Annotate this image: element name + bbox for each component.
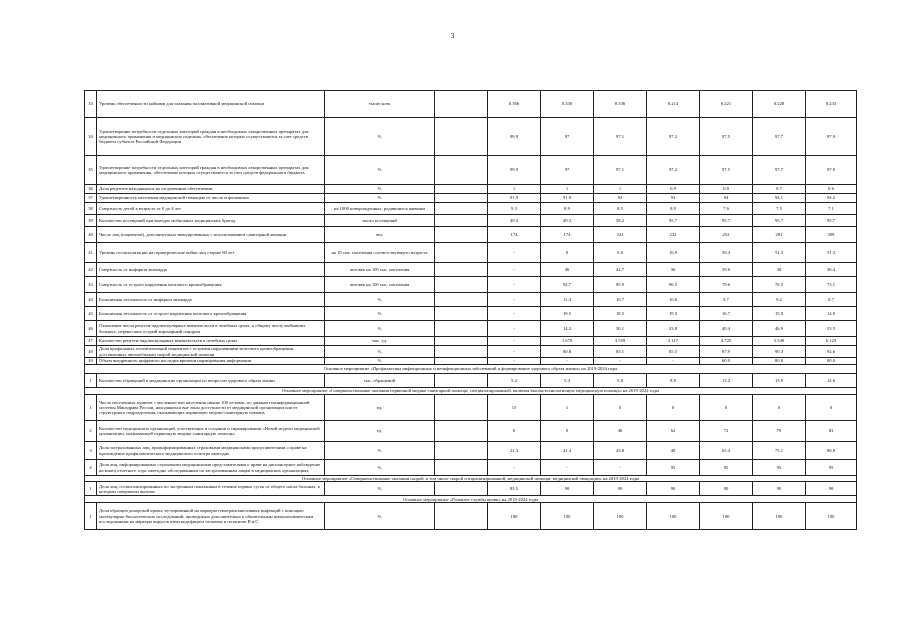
table-row bbox=[85, 337, 857, 346]
value-cell: 11.4 bbox=[541, 293, 594, 307]
value-cell: 90.3 bbox=[753, 346, 806, 358]
row-number: 1 bbox=[85, 374, 97, 388]
value-cell: 0.233 bbox=[806, 91, 857, 118]
value-cell: 95.7 bbox=[753, 215, 806, 227]
value-cell: 90 bbox=[753, 482, 806, 496]
row-number: 43 bbox=[85, 277, 97, 293]
value-cell: 49.3 bbox=[488, 215, 541, 227]
indicator-name: Отношение числа рентген-эндоваскулярных вмешательств в лечебных целях, к общему числу выбывших больных, перенесших острый коронарный синдром bbox=[97, 321, 325, 337]
value-cell: 38 bbox=[753, 263, 806, 277]
value-cell: 8.8 bbox=[647, 374, 700, 388]
unit: % bbox=[325, 346, 435, 358]
value-cell: - bbox=[488, 321, 541, 337]
value-cell: 95 bbox=[753, 460, 806, 476]
unit: чел. bbox=[325, 227, 435, 243]
value-cell: 65.4 bbox=[700, 442, 753, 460]
value-cell: 49.3 bbox=[541, 215, 594, 227]
row-number: 33 bbox=[85, 91, 97, 118]
spacer-cell bbox=[435, 293, 488, 307]
value-cell: 36 bbox=[647, 263, 700, 277]
spacer-cell bbox=[435, 185, 488, 194]
value-cell: 33.8 bbox=[647, 321, 700, 337]
value-cell: 83 bbox=[806, 421, 857, 442]
value-cell: 4.725 bbox=[700, 337, 753, 346]
value-cell: 232 bbox=[647, 227, 700, 243]
indicator-name: Количество обращений в медицинские организации по вопросам здорового образа жизни bbox=[97, 374, 325, 388]
value-cell: 87.9 bbox=[700, 346, 753, 358]
value-cell: 90 bbox=[594, 482, 647, 496]
value-cell: 22.3 bbox=[488, 442, 541, 460]
value-cell: 93 bbox=[647, 194, 700, 203]
spacer-cell bbox=[435, 307, 488, 321]
table-row bbox=[85, 421, 857, 442]
value-cell: - bbox=[488, 346, 541, 358]
value-cell: - bbox=[488, 358, 541, 365]
unit: % bbox=[325, 321, 435, 337]
value-cell: 99.9 bbox=[488, 118, 541, 156]
indicator-name: Удовлетворение потребности отдельных категорий граждан в необходимых лекарственных препаратах для медицинского применения, обеспечение которых осуществляется за счет средств федерального бюджета bbox=[97, 156, 325, 185]
value-cell: 14.9 bbox=[806, 307, 857, 321]
value-cell: 91.9 bbox=[488, 194, 541, 203]
table-row bbox=[85, 263, 857, 277]
table-row bbox=[85, 503, 857, 530]
value-cell: 97.5 bbox=[700, 156, 753, 185]
value-cell: - bbox=[488, 460, 541, 476]
value-cell: 5.549 bbox=[753, 337, 806, 346]
row-number: 42 bbox=[85, 263, 97, 277]
row-number: 35 bbox=[85, 156, 97, 185]
unit: ед. bbox=[325, 421, 435, 442]
unit: % bbox=[325, 460, 435, 476]
spacer-cell bbox=[435, 243, 488, 263]
table-row bbox=[85, 156, 857, 185]
value-cell: 76.5 bbox=[753, 277, 806, 293]
value-cell: 100 bbox=[700, 503, 753, 530]
value-cell: 85.9 bbox=[594, 277, 647, 293]
value-cell: 39.4 bbox=[700, 243, 753, 263]
indicator-name: Больничная летальность от инфаркта миокарда bbox=[97, 293, 325, 307]
row-number: 1 bbox=[85, 503, 97, 530]
table-row bbox=[85, 277, 857, 293]
value-cell: 94.2 bbox=[806, 194, 857, 203]
spacer-cell bbox=[435, 460, 488, 476]
indicator-name: Больничная летальность от острого нарушения мозгового кровообращения bbox=[97, 307, 325, 321]
section-title: Основное мероприятие «Совершенствование оказания первичной медико-санитарной помощи, специализированной, включая высокотехнологичную медицинскую помощь» на 2019-2024 годы bbox=[85, 388, 857, 395]
value-cell: 281 bbox=[753, 227, 806, 243]
value-cell: 46.9 bbox=[753, 321, 806, 337]
value-cell: 19.5 bbox=[541, 307, 594, 321]
value-cell: 95.7 bbox=[806, 215, 857, 227]
spacer-cell bbox=[435, 194, 488, 203]
indicator-name: Удовлетворение потребности отдельных категорий граждан в необходимых лекарственных препаратах для медицинского применения и медицинских изделиях, обеспечение которых осуществляется за счет средств бюджета субъекта Российской Федерации bbox=[97, 118, 325, 156]
value-cell: 95.7 bbox=[647, 215, 700, 227]
unit: тыс. обращений bbox=[325, 374, 435, 388]
value-cell: 97.2 bbox=[647, 118, 700, 156]
spacer-cell bbox=[435, 482, 488, 496]
value-cell: 1 bbox=[541, 395, 594, 421]
value-cell: 0.336 bbox=[594, 91, 647, 118]
indicator-name: Количество рентген-эндоваскулярных вмешательств в лечебных целях bbox=[97, 337, 325, 346]
unit: % bbox=[325, 358, 435, 365]
value-cell: 308 bbox=[806, 227, 857, 243]
value-cell: 36.4 bbox=[806, 263, 857, 277]
table-row bbox=[85, 482, 857, 496]
spacer-cell bbox=[435, 358, 488, 365]
table-row bbox=[85, 91, 857, 118]
unit: % bbox=[325, 503, 435, 530]
value-cell: 100 bbox=[541, 503, 594, 530]
value-cell: 97.9 bbox=[806, 156, 857, 185]
table-row bbox=[85, 227, 857, 243]
value-cell: 92 bbox=[594, 194, 647, 203]
value-cell: 6.123 bbox=[806, 337, 857, 346]
row-number: 1 bbox=[85, 482, 97, 496]
spacer-cell bbox=[435, 337, 488, 346]
row-number: 39 bbox=[85, 215, 97, 227]
value-cell: 0.214 bbox=[647, 91, 700, 118]
section-title: Основное мероприятие «Совершенствование оказания скорой, в том числе скорой специализированной, медицинской помощи, медицинской эвакуации» на 2019-2024 годы bbox=[85, 476, 857, 482]
section-header-row bbox=[85, 365, 857, 374]
value-cell: 7.6 bbox=[700, 203, 753, 215]
value-cell: 60.0 bbox=[700, 358, 753, 365]
value-cell: 3.117 bbox=[647, 337, 700, 346]
table-row bbox=[85, 194, 857, 203]
value-cell: 1 bbox=[488, 185, 541, 194]
unit: ед. bbox=[325, 395, 435, 421]
value-cell: 8.0 bbox=[647, 203, 700, 215]
spacer-cell bbox=[435, 156, 488, 185]
value-cell: - bbox=[594, 460, 647, 476]
value-cell: 53.5 bbox=[806, 321, 857, 337]
table-row bbox=[85, 321, 857, 337]
unit: % bbox=[325, 156, 435, 185]
value-cell: 99.9 bbox=[488, 156, 541, 185]
value-cell: 90 bbox=[700, 482, 753, 496]
row-number: 3 bbox=[85, 442, 97, 460]
table-row bbox=[85, 374, 857, 388]
value-cell: 14.2 bbox=[541, 321, 594, 337]
value-cell: 97.7 bbox=[753, 118, 806, 156]
indicator-name: Смертность от инфаркта миокарда bbox=[97, 263, 325, 277]
value-cell: 39.6 bbox=[700, 263, 753, 277]
value-cell: 100 bbox=[753, 503, 806, 530]
row-number: 48 bbox=[85, 346, 97, 358]
table-row bbox=[85, 215, 857, 227]
indicator-name: Число лиц (пациентов), дополнительно эвакуированных с использованием санитарной авиации bbox=[97, 227, 325, 243]
indicator-name: Объем внедренного цифрового наследия времени нормирования информации bbox=[97, 358, 325, 365]
value-cell: - bbox=[541, 358, 594, 365]
value-cell: 94.1 bbox=[753, 194, 806, 203]
value-cell: 14.6 bbox=[806, 374, 857, 388]
value-cell: 48 bbox=[647, 442, 700, 460]
value-cell: 0.6 bbox=[806, 185, 857, 194]
value-cell: 3.559 bbox=[594, 337, 647, 346]
row-number: 46 bbox=[85, 321, 97, 337]
value-cell: 9.7 bbox=[700, 293, 753, 307]
indicator-name: Смертность детей в возрасте от 0 до 4 лет bbox=[97, 203, 325, 215]
spacer-cell bbox=[435, 346, 488, 358]
spacer-cell bbox=[435, 395, 488, 421]
value-cell: 7.1 bbox=[806, 203, 857, 215]
value-cell: 79.6 bbox=[700, 277, 753, 293]
row-number: 37 bbox=[85, 194, 97, 203]
value-cell: 1 bbox=[541, 185, 594, 194]
value-cell: 42.7 bbox=[594, 263, 647, 277]
value-cell: 0.330 bbox=[541, 91, 594, 118]
value-cell: - bbox=[488, 243, 541, 263]
row-number: 49 bbox=[85, 358, 97, 365]
value-cell: - bbox=[541, 460, 594, 476]
indicator-name: Уровень обеспеченности койками для оказания паллиативной медицинской помощи bbox=[97, 91, 325, 118]
indicator-name: Количество медицинских организаций, участвующих в создании и тиражировании «Новой модели медицинской организации, оказывающей первичную медико-санитарную помощь» bbox=[97, 421, 325, 442]
value-cell: 72 bbox=[700, 421, 753, 442]
value-cell: 8.7 bbox=[806, 293, 857, 307]
value-cell: 8.9 bbox=[541, 203, 594, 215]
value-cell: 97.9 bbox=[806, 118, 857, 156]
indicator-name: Доля рецептов находящихся на отсроченном обеспечении bbox=[97, 185, 325, 194]
value-cell: 95.7 bbox=[700, 215, 753, 227]
value-cell: 0 bbox=[541, 421, 594, 442]
indicator-name: Число населенных пунктов с численностью населения свыше 100 человек, по данным геоинформационной системы Минздрава России, находящихся вне зоны доступности от медицинской организации или ее структурного подразделения, оказывающих первичную медико-санитарную помощь bbox=[97, 395, 325, 421]
value-cell: 16.7 bbox=[700, 307, 753, 321]
row-number: 47 bbox=[85, 337, 97, 346]
spacer-cell bbox=[435, 118, 488, 156]
value-cell: 13.9 bbox=[753, 374, 806, 388]
value-cell: 97.5 bbox=[700, 118, 753, 156]
value-cell: 83.1 bbox=[594, 346, 647, 358]
value-cell: - bbox=[488, 293, 541, 307]
value-cell: 0 bbox=[647, 395, 700, 421]
indicator-name: Доля лиц, госпитализированных по экстренным показаниям в течение первых суток от общего числа больных, к которым совершены вызовы bbox=[97, 482, 325, 496]
value-cell: 0.7 bbox=[753, 185, 806, 194]
value-cell: 80.0 bbox=[806, 358, 857, 365]
value-cell: 83.5 bbox=[488, 482, 541, 496]
value-cell: 323 bbox=[594, 227, 647, 243]
unit: % bbox=[325, 118, 435, 156]
table-row bbox=[85, 460, 857, 476]
section-header-row bbox=[85, 496, 857, 503]
value-cell: 0.221 bbox=[700, 91, 753, 118]
row-number: 1 bbox=[85, 395, 97, 421]
unit: % bbox=[325, 442, 435, 460]
unit: на 10 тыс. населения соответствующего возраста bbox=[325, 243, 435, 263]
value-cell: 97 bbox=[541, 118, 594, 156]
indicator-name: Доля профильных госпитализаций пациентов с острыми нарушениями мозгового кровообращения, доставленных автомобилями скорой медицинской помощи bbox=[97, 346, 325, 358]
indicator-name: Смертность от острого нарушения мозгового кровообращения bbox=[97, 277, 325, 293]
indicator-name: Уровень госпитализации на гериатрические койки лиц старше 60 лет bbox=[97, 243, 325, 263]
value-cell: 0.9 bbox=[647, 185, 700, 194]
value-cell: 174 bbox=[488, 227, 541, 243]
indicators-table bbox=[84, 90, 857, 530]
spacer-cell bbox=[435, 91, 488, 118]
value-cell: 62 bbox=[647, 421, 700, 442]
value-cell: 97.7 bbox=[753, 156, 806, 185]
value-cell: 58.2 bbox=[594, 215, 647, 227]
row-number: 44 bbox=[85, 293, 97, 307]
unit: человек на 100 тыс. населения bbox=[325, 263, 435, 277]
unit: тысяч коек bbox=[325, 91, 435, 118]
value-cell: 100 bbox=[594, 503, 647, 530]
unit: человек на 100 тыс. населения bbox=[325, 277, 435, 293]
table-row bbox=[85, 118, 857, 156]
value-cell: 5.8 bbox=[594, 374, 647, 388]
value-cell: 10.6 bbox=[647, 293, 700, 307]
row-number: 41 bbox=[85, 243, 97, 263]
unit: тыс. ед. bbox=[325, 337, 435, 346]
value-cell: 1 bbox=[594, 185, 647, 194]
value-cell: 9.2 bbox=[753, 293, 806, 307]
spacer-cell bbox=[435, 442, 488, 460]
indicator-name: Доля лиц, информированных страховыми медицинскими представителями о праве на диспансерное наблюдение на конец отчетного года, ежегодно обследованным по застрахованным лицам в медицинских организациях bbox=[97, 460, 325, 476]
table-row bbox=[85, 243, 857, 263]
value-cell: 5.4 bbox=[541, 374, 594, 388]
row-number: 45 bbox=[85, 307, 97, 321]
value-cell: 97.1 bbox=[594, 156, 647, 185]
value-cell: 15 bbox=[488, 395, 541, 421]
value-cell: 51.3 bbox=[753, 243, 806, 263]
indicator-name: Доля образцов донорской крови, тестированной на маркеры гемотрансмиссивных инфекций с помощью молекулярно-биологических исследований, проводимых дополнительно к обязательным иммунохимическим исследованиям на маркеры вирусов иммунодефицита человека и гепатитов B и C bbox=[97, 503, 325, 530]
unit: на 1000 новорожденных, родившихся живыми bbox=[325, 203, 435, 215]
section-header-row bbox=[85, 388, 857, 395]
value-cell: 13.2 bbox=[700, 374, 753, 388]
value-cell: 96.5 bbox=[647, 277, 700, 293]
value-cell: 19.3 bbox=[647, 307, 700, 321]
value-cell: 97 bbox=[541, 156, 594, 185]
row-number: 38 bbox=[85, 203, 97, 215]
value-cell: 92.6 bbox=[806, 346, 857, 358]
value-cell: - bbox=[488, 307, 541, 321]
value-cell: 7.5 bbox=[753, 203, 806, 215]
value-cell: 90 bbox=[541, 482, 594, 496]
table-row bbox=[85, 442, 857, 460]
value-cell: 16.9 bbox=[647, 243, 700, 263]
value-cell: 0.228 bbox=[753, 91, 806, 118]
spacer-cell bbox=[435, 215, 488, 227]
section-title: Основное мероприятие «Профилактика инфекционных и неинфекционных заболеваний и формирование здорового образа жизни» на 2019-2024 годы bbox=[85, 365, 857, 374]
table-row bbox=[85, 346, 857, 358]
value-cell: 252 bbox=[700, 227, 753, 243]
row-number: 36 bbox=[85, 185, 97, 194]
row-number: 34 bbox=[85, 118, 97, 156]
row-number: 4 bbox=[85, 460, 97, 476]
value-cell: 90 bbox=[647, 482, 700, 496]
value-cell: - bbox=[488, 277, 541, 293]
spacer-cell bbox=[435, 227, 488, 243]
value-cell: 100 bbox=[647, 503, 700, 530]
spacer-cell bbox=[435, 503, 488, 530]
value-cell: 91.9 bbox=[541, 194, 594, 203]
value-cell: 73.1 bbox=[806, 277, 857, 293]
value-cell: 95 bbox=[647, 460, 700, 476]
table-row bbox=[85, 185, 857, 194]
indicator-name: Количество посещений при выездах мобильных медицинских бригад bbox=[97, 215, 325, 227]
section-title: Основное мероприятие «Развитие службы крови» на 2019-2024 годы bbox=[85, 496, 857, 503]
indicator-name: Удовлетворенность населения медицинской помощью от числа опрошенных bbox=[97, 194, 325, 203]
value-cell: 100 bbox=[806, 503, 857, 530]
table-row bbox=[85, 395, 857, 421]
value-cell: 51.3 bbox=[806, 243, 857, 263]
value-cell: - bbox=[488, 263, 541, 277]
value-cell: 41.4 bbox=[541, 442, 594, 460]
spacer-cell bbox=[435, 203, 488, 215]
unit: % bbox=[325, 307, 435, 321]
value-cell: 0 bbox=[488, 421, 541, 442]
value-cell: 75.1 bbox=[753, 442, 806, 460]
indicator-name: Доля застрахованных лиц, проинформированных страховыми медицинскими представителями о праве на прохождение профилактического медицинского осмотра ежегодно bbox=[97, 442, 325, 460]
value-cell: 43.8 bbox=[594, 442, 647, 460]
value-cell: 0.8 bbox=[700, 185, 753, 194]
value-cell: 94 bbox=[700, 194, 753, 203]
table-body bbox=[85, 91, 857, 530]
unit: % bbox=[325, 482, 435, 496]
table-row bbox=[85, 203, 857, 215]
value-cell: 174 bbox=[541, 227, 594, 243]
table-row bbox=[85, 293, 857, 307]
spacer-cell bbox=[435, 277, 488, 293]
value-cell: 0 bbox=[806, 395, 857, 421]
value-cell: 95 bbox=[700, 460, 753, 476]
value-cell: 1.679 bbox=[541, 337, 594, 346]
value-cell: 5.2 bbox=[488, 374, 541, 388]
spacer-cell bbox=[435, 374, 488, 388]
value-cell: 100 bbox=[488, 503, 541, 530]
table-row bbox=[85, 358, 857, 365]
value-cell: - bbox=[594, 358, 647, 365]
value-cell: 95 bbox=[806, 460, 857, 476]
value-cell: 18.5 bbox=[594, 307, 647, 321]
table-row bbox=[85, 307, 857, 321]
unit: % bbox=[325, 293, 435, 307]
value-cell: 88.8 bbox=[806, 442, 857, 460]
value-cell: 97.2 bbox=[647, 156, 700, 185]
value-cell: 80.8 bbox=[541, 346, 594, 358]
value-cell: 0 bbox=[594, 395, 647, 421]
value-cell: 79 bbox=[753, 421, 806, 442]
spacer-cell bbox=[435, 321, 488, 337]
value-cell: 0.366 bbox=[488, 91, 541, 118]
value-cell: 0 bbox=[753, 395, 806, 421]
value-cell: - bbox=[647, 358, 700, 365]
spacer-cell bbox=[435, 421, 488, 442]
value-cell: 15.9 bbox=[753, 307, 806, 321]
value-cell: 40.4 bbox=[700, 321, 753, 337]
value-cell: 5.6 bbox=[594, 243, 647, 263]
value-cell: 97.1 bbox=[594, 118, 647, 156]
value-cell: 0 bbox=[700, 395, 753, 421]
unit: % bbox=[325, 194, 435, 203]
value-cell: 92.7 bbox=[541, 277, 594, 293]
unit: тысяч посещений bbox=[325, 215, 435, 227]
value-cell: 90 bbox=[806, 482, 857, 496]
page-number: 3 bbox=[450, 32, 455, 40]
value-cell: 8.5 bbox=[594, 203, 647, 215]
value-cell: 0 bbox=[541, 243, 594, 263]
value-cell: 10.7 bbox=[594, 293, 647, 307]
value-cell: 46 bbox=[594, 421, 647, 442]
value-cell: 46 bbox=[541, 263, 594, 277]
spacer-cell bbox=[435, 263, 488, 277]
value-cell: 80.0 bbox=[753, 358, 806, 365]
value-cell: - bbox=[488, 337, 541, 346]
row-number: 40 bbox=[85, 227, 97, 243]
row-number: 2 bbox=[85, 421, 97, 442]
value-cell: 9.3 bbox=[488, 203, 541, 215]
unit: % bbox=[325, 185, 435, 194]
value-cell: 30.1 bbox=[594, 321, 647, 337]
value-cell: 85.5 bbox=[647, 346, 700, 358]
